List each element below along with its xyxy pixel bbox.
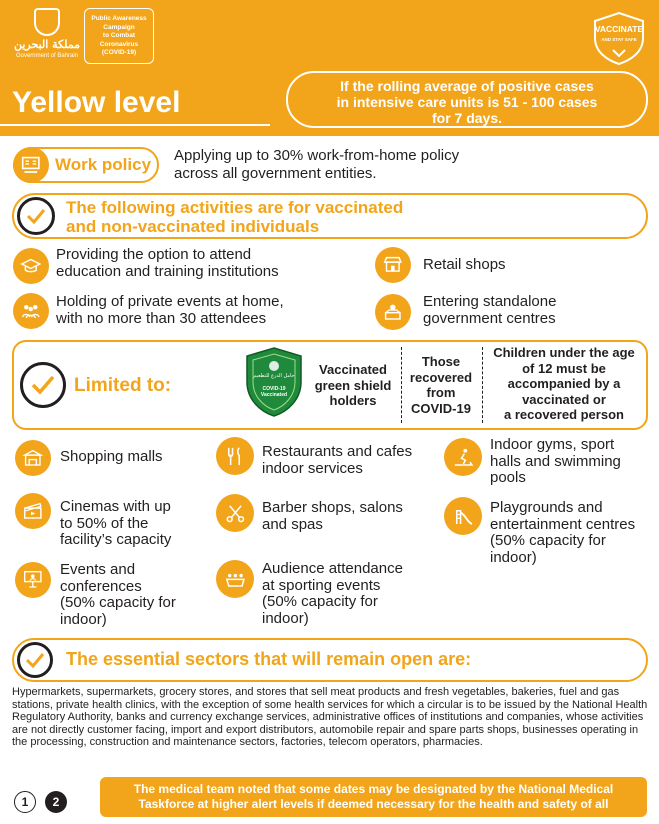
slide-icon [444,497,482,535]
level-title: Yellow level [12,86,181,119]
shield-arabic: حامل الدرع للتطعيم [253,373,295,379]
checkmark-icon [20,362,66,408]
item-line: government centres [423,309,556,327]
item-line: Playgrounds and [490,499,603,516]
people-group-icon [13,293,49,329]
item-government-centres [423,294,556,327]
col-line: recovered [409,369,473,385]
item-line: (50% capacity for [490,532,606,549]
bahrain-emblem-icon [34,8,60,36]
government-desk-icon [375,294,411,330]
item-sporting-events [262,561,403,627]
item-line: Indoor gyms, sport [490,436,615,453]
utensils-icon [216,437,254,475]
presenter-icon [15,562,51,598]
item-playgrounds [490,500,635,566]
item-cinemas [60,499,171,549]
item-line: (50% capacity for [262,593,378,610]
work-policy-line: Applying up to 30% work-from-home policy [174,147,460,164]
col-line: accompanied by a [507,376,621,391]
campaign-line: Campaign [103,23,135,31]
item-line: indoor) [60,610,107,628]
col-line: vaccinated or [522,391,606,407]
item-line: Barber shops, salons [262,499,403,516]
checkmark-icon [17,642,53,678]
work-policy-label: Work policy [55,155,152,174]
col-line: Those [421,354,461,369]
item-line: indoor services [262,459,363,477]
shop-icon [375,247,411,283]
work-policy-line: across all government entities. [174,165,377,182]
treadmill-icon [444,438,482,476]
vaccinate-badge [591,10,647,66]
condition-line: If the rolling average of positive cases [340,78,594,94]
campaign-line: Coronavirus [99,40,139,48]
condition-line: for 7 days. [431,110,503,126]
col-line: of 12 must be [522,360,606,376]
item-line: halls and swimming [490,452,621,470]
condition-line: in intensive care units is 51 - 100 cases [336,94,598,110]
gov-english-name: Government of Bahrain [15,53,79,59]
mall-icon [15,440,51,476]
badge-line1: VACCINATE [594,24,644,34]
work-policy-text [174,147,534,183]
page-1-button[interactable]: 1 [14,791,36,813]
col-line: green shield [314,377,392,393]
item-line: Entering standalone [423,293,557,310]
col-line: a recovered person [504,407,624,422]
item-line: Retail shops [423,256,506,273]
item-line: (50% capacity for [60,594,176,611]
col-children [484,345,644,423]
limited-title: Limited to: [74,375,172,396]
col-line: from [426,385,456,400]
item-line: indoor) [262,609,309,627]
col-line: Children under the age [493,345,635,360]
item-line: to 50% of the [60,514,149,532]
essential-text: Hypermarkets, supermarkets, grocery stores, and stores that sell meat products and fresh vegetables, bakeries, fuel and gas stations, private health clinics, with the exception of some health services for which a circular is to be issued by the National Health Regulatory Authority, banks and currency exchange services, administrative offices of institutions and companies, whose activities are not directly customer facing, import and export distributors, automobile repair and spare parts shops, businesses operating in the processing, construction and maintenance sectors, factories, telecom operators, pharmacies. [12,686,648,748]
col-line: Vaccinated [319,362,387,377]
item-restaurants [262,444,412,477]
item-retail [423,257,506,274]
item-shopping-malls [60,449,163,466]
shield-english-line: Vaccinated [260,392,288,398]
condition-box [286,71,648,128]
stadium-icon [216,560,254,598]
item-events [60,562,176,628]
title-underline [0,124,270,126]
item-line: and spas [262,515,323,533]
government-logo [12,8,82,68]
item-line: Cinemas with up [60,498,171,515]
column-divider [482,347,483,423]
badge-line2: AND STAY SAFE [601,37,637,42]
campaign-line: (COVID-19) [101,49,137,56]
item-line: Events and [60,561,136,578]
scissors-icon [216,494,254,532]
item-line: indoor) [490,548,537,566]
shield-english [245,386,303,398]
item-line: pools [490,469,526,486]
shield-english-line: COVID-19 [262,386,286,392]
item-line: Restaurants and cafes [262,443,413,460]
medical-note [100,777,647,817]
item-gyms [490,437,621,487]
essential-title: The essential sectors that will remain open are: [66,649,472,669]
item-line: Providing the option to attend [56,246,252,263]
medical-note-line: The medical team noted that some dates may be designated by the National Medical [133,782,614,796]
all-section-title-line: The following activities are for vaccinated [66,198,404,217]
green-shield-badge [245,346,303,418]
clapperboard-icon [15,493,51,529]
gov-arabic-name: مملكة البحرين [13,38,81,51]
col-vaccinated [307,362,399,409]
col-line: COVID-19 [411,400,471,416]
graduation-cap-icon [13,248,49,284]
column-divider [401,347,402,423]
col-line: holders [329,393,377,408]
office-icon [13,147,49,183]
item-line: Holding of private events at home, [56,293,284,310]
item-barber [262,500,403,533]
item-line: at sporting events [262,576,381,594]
item-line: Shopping malls [60,448,163,465]
item-line: with no more than 30 attendees [56,309,267,327]
campaign-box [84,8,154,64]
item-line: Audience attendance [262,560,403,577]
item-line: entertainment centres [490,515,636,533]
campaign-line: to Combat [102,32,136,39]
item-line: facility’s capacity [60,531,172,548]
medical-note-line: Taskforce at higher alert levels if deemed necessary for the health and safety of all [138,797,609,811]
checkmark-icon [17,197,55,235]
item-education [56,247,279,280]
all-section-title [66,198,403,236]
item-line: conferences [60,577,142,595]
page-2-button[interactable]: 2 [45,791,67,813]
all-section-title-line: and non-vaccinated individuals [66,217,320,236]
item-private-events [56,294,284,327]
campaign-line: Public Awareness [91,15,147,22]
col-recovered [403,354,479,416]
green-shield-icon [245,346,303,418]
work-policy-pill [13,147,159,183]
item-line: education and training institutions [56,262,279,280]
